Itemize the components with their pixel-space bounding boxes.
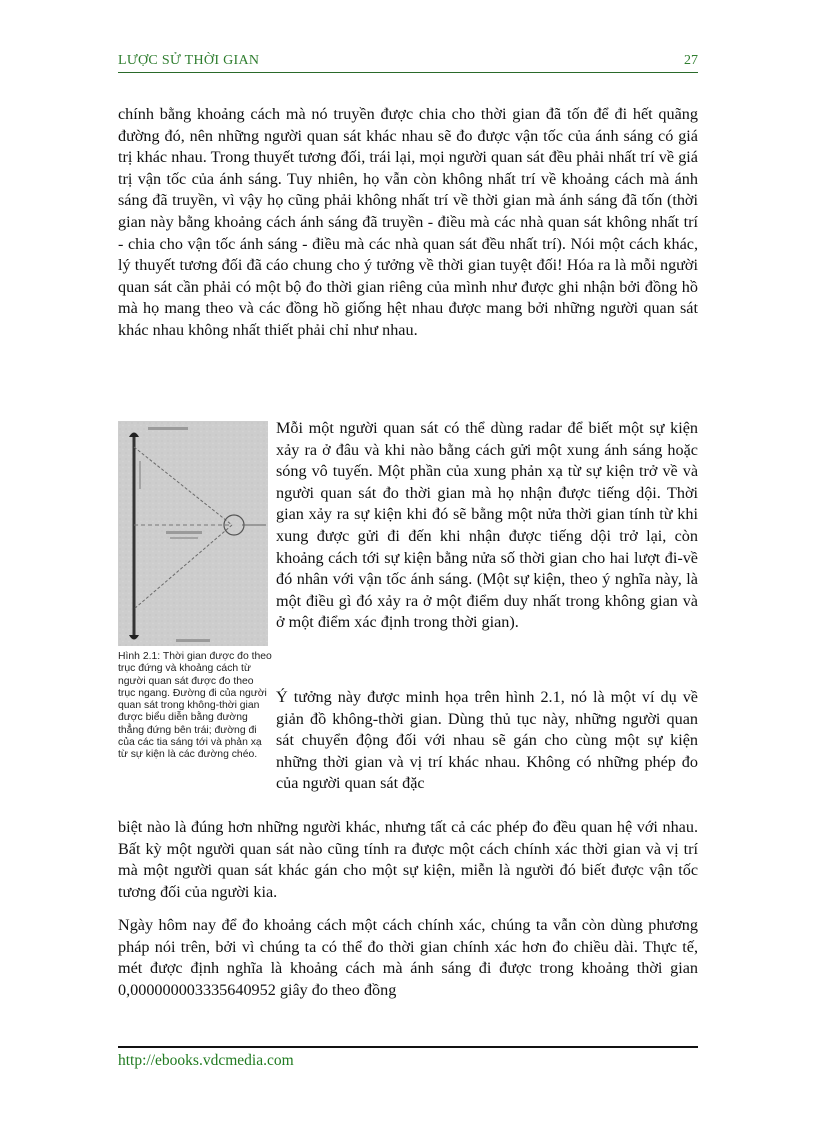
paragraph-2: Mỗi một người quan sát có thể dùng radar để biết một sự kiện xảy ra ở đâu và khi nào bằng cách gửi một xung ánh sáng hoặc sóng vô tuyến. Một phần của xung phản xạ từ sự kiện trở về và người quan sát đo thời gian mà họ nhận được tiếng dội. Thời gian xảy ra sự kiện khi đó sẽ bằng một nửa thời gian tính từ khi xung được gửi đi đến khi nhận được tiếng dội trở lại, còn khoảng cách tới sự kiện bằng nửa số thời gian cho hai lượt đi-về đó nhân với vận tốc ánh sáng. (Một sự kiện, theo ý nghĩa này, là một điều gì đó xảy ra ở một điểm duy nhất trong không gian và ở một điểm xác định trong thời gian). <box>276 419 698 632</box>
paragraph-3-side: Ý tưởng này được minh họa trên hình 2.1, nó là một ví dụ về giản đồ không-thời gian. Dùng thủ tục này, những người quan sát chuyển động đối với nhau sẽ gán cho cùng một sự kiện những thời gian và vị trí khác nhau. Không có những phép đo của người quan sát đặc <box>276 688 698 793</box>
figure-caption: Hình 2.1: Thời gian được đo theo trục đứng và khoảng cách từ người quan sát được đo theo trục ngang. Đường đi của người quan sát trong không-thời gian được biểu diễn bằng đường thẳng đứng bên trái; đường đi của các tia sáng tới và phản xạ từ sự kiện là các đường chéo. <box>118 651 272 761</box>
footer-rule <box>118 1046 698 1048</box>
diagram-label-middle-2 <box>170 537 198 539</box>
paragraph-4: Ngày hôm nay để đo khoảng cách một cách chính xác, chúng ta vẫn còn dùng phương pháp nói trên, bởi vì chúng ta có thể đo thời gian chính xác hơn đo chiều dài. Thực tế, mét được định nghĩa là khoảng cách mà ánh sáng đi được trong khoảng thời gian 0,000000003335640952 giây đo theo đồng <box>118 916 698 999</box>
paragraph-1: chính bằng khoảng cách mà nó truyền được chia cho thời gian đã tốn để đi hết quãng đường đó, nên những người quan sát khác nhau sẽ đo được vận tốc của ánh sáng có giá trị khác nhau. Trong thuyết tương đối, trái lại, mọi người quan sát đều phải nhất trí về giá trị vận tốc của ánh sáng. Tuy nhiên, họ vẫn còn không nhất trí về khoảng cách mà ánh sáng đã truyền, vì vậy họ cũng phải không nhất trí về thời gian mà ánh sáng đã tốn (thời gian này bằng khoảng cách ánh sáng đã truyền - điều mà các nhà quan sát không nhất trí - chia cho vận tốc ánh sáng - điều mà các nhà quan sát đều nhất trí). Nói một cách khác, lý thuyết tương đối đã cáo chung cho ý tưởng về thời gian tuyệt đối! Hóa ra là mỗi người quan sát cần phải có một bộ đo thời gian riêng của mình như được ghi nhận bởi đồng hồ mà họ mang theo và các đồng hồ giống hệt nhau được mang bởi những người quan sát khác nhau không nhất thiết phải chỉ như nhau. <box>118 105 698 339</box>
page-number: 27 <box>684 53 698 68</box>
footer-website-link[interactable]: http://ebooks.vdcmedia.com <box>118 1052 294 1069</box>
spacetime-diagram <box>118 421 268 646</box>
figure-2-1 <box>118 421 268 646</box>
diagram-label-bottom <box>176 639 210 642</box>
running-title: LƯỢC SỬ THỜI GIAN <box>118 53 260 68</box>
diagram-label-middle <box>166 531 202 534</box>
paragraph-3-continued: biệt nào là đúng hơn những người khác, nhưng tất cả các phép đo đều quan hệ với nhau. Bất kỳ một người quan sát nào cũng tính ra được một cách chính xác thời gian và vị trí mà một người quan sát khác gán cho một sự kiện, miễn là người đó biết được vận tốc tương đối của người kia. <box>118 818 698 901</box>
diagram-label-top <box>148 427 188 430</box>
diagram-label-left <box>139 461 141 489</box>
page-header <box>118 52 698 73</box>
